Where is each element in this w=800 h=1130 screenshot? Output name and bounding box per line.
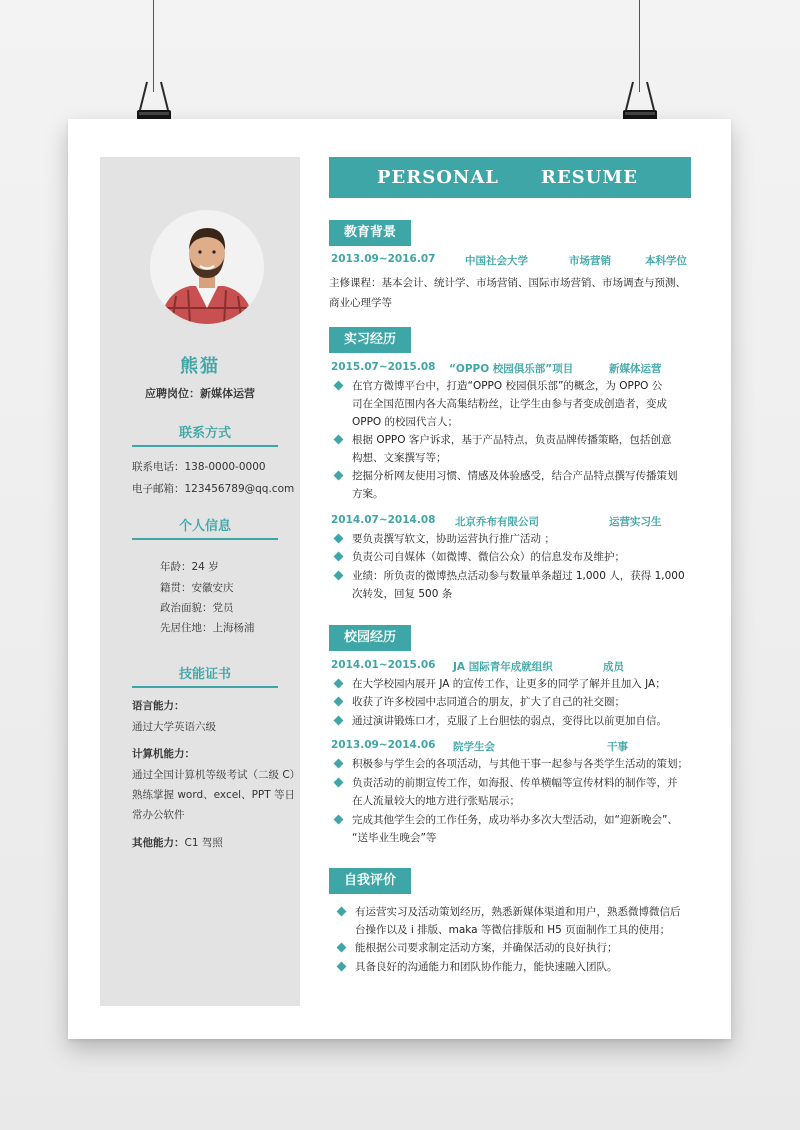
contact-email: 电子邮箱：123456789@qq.com <box>132 483 295 495</box>
candidate-name: 熊猫 <box>180 356 220 377</box>
diamond-bullet-icon <box>334 435 344 445</box>
banner-personal: PERSONAL <box>377 167 499 188</box>
internship-row <box>329 361 691 377</box>
personal-section-title: 个人信息 <box>132 515 278 540</box>
sidebar <box>100 157 300 1006</box>
skill-language-label: 语言能力： <box>132 700 185 712</box>
hanging-wire-right <box>639 0 640 92</box>
diamond-bullet-icon <box>334 571 344 581</box>
campus-role: 成员 <box>603 661 624 673</box>
applied-position: 应聘岗位：新媒体运营 <box>145 387 255 400</box>
contact-section-title: 联系方式 <box>132 422 278 447</box>
skill-computer-line: 通过全国计算机等级考试（二级 C） <box>132 769 301 781</box>
diamond-bullet-icon <box>337 962 347 972</box>
education-major: 市场营销 <box>569 255 611 267</box>
diamond-bullet-icon <box>334 778 344 788</box>
campus-section-title: 校园经历 <box>329 625 411 651</box>
internship-section-title: 实习经历 <box>329 327 411 353</box>
skill-other-value: C1 驾照 <box>184 837 223 849</box>
campus-period: 2013.09~2014.06 <box>331 739 436 751</box>
skill-computer-line: 熟练掌握 word、excel、PPT 等日 <box>132 789 296 801</box>
campus-bullet: 在大学校园内展开 JA 的宣传工作，让更多的同学了解并且加入 JA； <box>352 675 666 693</box>
internship-bullet: 业绩：所负责的微博热点活动参与数量单条超过 1,000 人，获得 1,000 次转发，回复 500 条 <box>352 567 685 603</box>
personal-age: 年龄：24 岁 <box>160 561 219 573</box>
internship-role: 运营实习生 <box>609 516 662 528</box>
skill-computer-line: 常办公软件 <box>132 809 185 821</box>
self-eval-bullet: 具备良好的沟通能力和团队协作能力，能快速融入团队。 <box>355 958 618 976</box>
education-courses-line: 商业心理学等 <box>329 297 392 309</box>
education-section-title: 教育背景 <box>329 220 411 246</box>
skill-language-value: 通过大学英语六级 <box>132 721 216 733</box>
campus-bullet: 收获了许多校园中志同道合的朋友，扩大了自己的社交圈； <box>352 693 625 711</box>
internship-org: 北京乔布有限公司 <box>455 516 539 528</box>
resume-paper <box>68 119 731 1039</box>
resume-banner <box>329 157 691 198</box>
personal-origin: 籍贯：安徽安庆 <box>160 582 234 594</box>
profile-photo <box>150 210 264 324</box>
campus-bullet: 完成其他学生会的工作任务，成功举办多次大型活动，如“迎新晚会”、 “送毕业生晚会”等 <box>352 811 678 847</box>
internship-period: 2015.07~2015.08 <box>331 361 436 373</box>
internship-org: “OPPO 校园俱乐部”项目 <box>449 363 574 375</box>
internship-period: 2014.07~2014.08 <box>331 514 436 526</box>
diamond-bullet-icon <box>334 552 344 562</box>
education-courses-line: 主修课程：基本会计、统计学、市场营销、国际市场营销、市场调查与预测、 <box>329 277 686 289</box>
campus-bullet: 积极参与学生会的各项活动，与其他干事一起参与各类学生活动的策划； <box>352 755 688 773</box>
diamond-bullet-icon <box>334 815 344 825</box>
campus-bullet: 负责活动的前期宣传工作，如海报、传单横幅等宣传材料的制作等，并 在人流量较大的地方进行张贴展示； <box>352 774 678 810</box>
campus-row <box>329 659 691 675</box>
campus-role: 干事 <box>607 741 628 753</box>
self-eval-bullet: 能根据公司要求制定活动方案，并确保活动的良好执行； <box>355 939 618 957</box>
internship-bullet: 挖掘分析网友使用习惯、情感及体验感受，结合产品特点撰写传播策划 方案。 <box>352 467 678 503</box>
diamond-bullet-icon <box>334 381 344 391</box>
banner-resume: RESUME <box>541 167 639 188</box>
internship-bullet: 负责公司自媒体（如微博、微信公众）的信息发布及维护； <box>352 548 625 566</box>
internship-role: 新媒体运营 <box>609 363 662 375</box>
diamond-bullet-icon <box>334 471 344 481</box>
internship-bullet: 根据 OPPO 客户诉求，基于产品特点，负责品牌传播策略，包括创意 构想、文案撰写等； <box>352 431 671 467</box>
diamond-bullet-icon <box>334 534 344 544</box>
self-eval-bullet: 有运营实习及活动策划经历，熟悉新媒体渠道和用户，熟悉微博微信后 台操作以及 i 排版、maka 等微信排版和 H5 页面制作工具的使用； <box>355 903 681 939</box>
diamond-bullet-icon <box>334 697 344 707</box>
diamond-bullet-icon <box>334 716 344 726</box>
personal-politics: 政治面貌：党员 <box>160 602 234 614</box>
contact-phone: 联系电话：138-0000-0000 <box>132 461 266 473</box>
campus-row <box>329 739 691 755</box>
education-degree: 本科学位 <box>645 255 687 267</box>
internship-row <box>329 514 691 530</box>
internship-bullet: 在官方微博平台中，打造“OPPO 校园俱乐部”的概念，为 OPPO 公 司在全国范围内各大高集结粉丝，让学生由参与者变成创造者，变成 OPPO 的校园代言人； <box>352 377 667 431</box>
education-period: 2013.09~2016.07 <box>331 253 436 265</box>
diamond-bullet-icon <box>334 759 344 769</box>
education-school: 中国社会大学 <box>465 255 528 267</box>
diamond-bullet-icon <box>334 679 344 689</box>
diamond-bullet-icon <box>337 907 347 917</box>
campus-org: 院学生会 <box>453 741 495 753</box>
skill-other <box>132 835 223 850</box>
skill-other-label: 其他能力： <box>132 837 185 849</box>
internship-bullet: 要负责撰写软文，协助运营执行推广活动 ； <box>352 530 555 548</box>
skill-computer-label: 计算机能力： <box>132 748 195 760</box>
campus-bullet: 通过演讲锻炼口才，克服了上台胆怯的弱点，变得比以前更加自信。 <box>352 712 667 730</box>
skills-section-title: 技能证书 <box>132 663 278 688</box>
diamond-bullet-icon <box>337 943 347 953</box>
campus-period: 2014.01~2015.06 <box>331 659 436 671</box>
self-eval-section-title: 自我评价 <box>329 868 411 894</box>
education-row <box>329 253 691 269</box>
hanging-wire-left <box>153 0 154 92</box>
personal-residence: 先居住地：上海杨浦 <box>160 622 255 634</box>
campus-org: JA 国际青年成就组织 <box>453 661 553 673</box>
